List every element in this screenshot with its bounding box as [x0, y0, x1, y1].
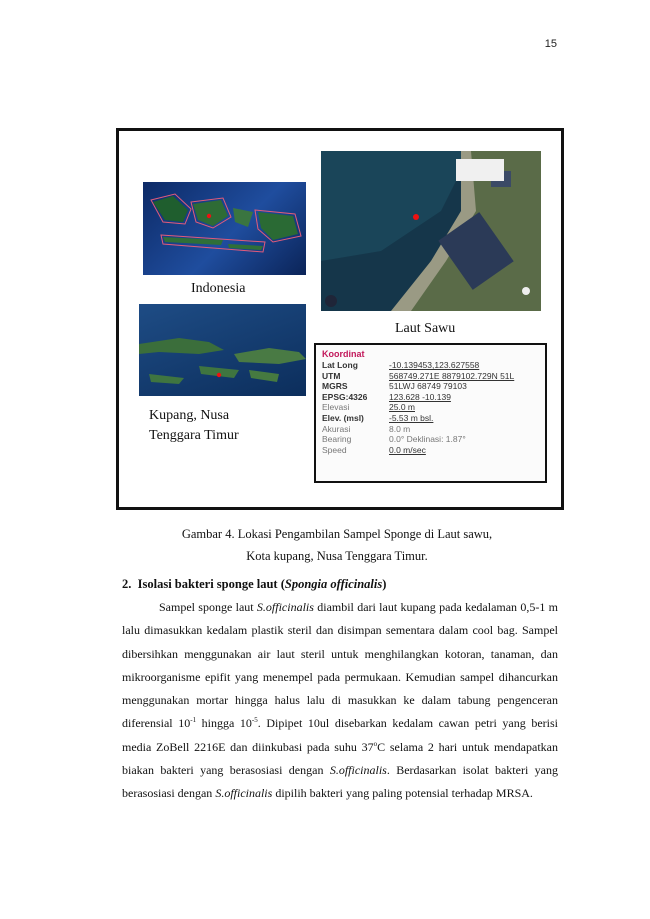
coordinates-title: Koordinat [322, 349, 365, 359]
coord-row [322, 424, 539, 435]
coord-row [322, 434, 539, 445]
coord-key: Bearing [322, 434, 352, 445]
coord-key: Speed [322, 444, 347, 455]
section-heading [122, 577, 386, 592]
superscript: -1 [190, 716, 197, 725]
coord-row [322, 392, 539, 403]
coord-row [322, 371, 539, 382]
superscript: -5 [251, 716, 258, 725]
text-run: hingga 10 [196, 716, 252, 731]
coord-row [322, 413, 539, 424]
text-run: . Berdasarkan isolat bakteri yang berasosiasi dengan [122, 763, 558, 801]
coord-key: EPSG:4326 [322, 391, 368, 402]
indonesia-map-image [143, 182, 306, 275]
species-name: S.officinalis [329, 763, 387, 778]
label-kupang [149, 406, 299, 446]
coord-row [322, 381, 539, 392]
coord-key: Lat Long [322, 360, 358, 370]
coord-key: MGRS [322, 381, 348, 392]
label-kupang-line1: Kupang, Nusa [149, 408, 230, 423]
text-run: . Dipipet 10ul disebarkan kedalam cawan petri yang berisi media ZoBell 2216E dan diinkubasi pada suhu 37 [122, 716, 558, 754]
text-run: C selama 2 hari untuk mendapatkan biakan bakteri yang berasosiasi dengan [122, 739, 558, 778]
coord-value: 8.0 m [389, 423, 411, 434]
coord-value: -10.139453,123.627558 [389, 360, 480, 370]
coord-value: 568749.271E 8879102.729N 51L [389, 370, 515, 381]
label-indonesia: Indonesia [191, 281, 246, 296]
species-name: S.officinalis [215, 786, 273, 801]
figure-caption-line2: Kota kupang, Nusa Tenggara Timur. [246, 549, 428, 563]
label-laut-sawu: Laut Sawu [395, 321, 456, 336]
coord-value: 25.0 m [389, 402, 415, 413]
coordinates-panel [314, 343, 547, 483]
label-kupang-line2: Tenggara Timur [149, 428, 239, 443]
coord-key: Akurasi [322, 423, 351, 434]
figure-caption-line1: Gambar 4. Lokasi Pengambilan Sampel Sponge di Laut sawu, [181, 527, 493, 541]
section-title-suffix: ) [382, 577, 387, 591]
body-paragraph [122, 596, 558, 806]
coord-value: 0.0° Deklinasi: 1.87° [389, 434, 466, 445]
superscript: o [373, 739, 378, 748]
coord-row [322, 360, 539, 371]
coord-value: 51LWJ 68749 79103 [389, 381, 467, 392]
figure-frame [116, 128, 564, 510]
text-run: dipilih bakteri yang paling potensial terhadap MRSA. [272, 786, 533, 801]
coord-value: 0.0 m/sec [389, 444, 426, 455]
text-run: diambil dari laut kupang pada kedalaman 0,5-1 m lalu dimasukkan kedalam plastik steril dan disimpan sementara dalam cool bag. Sampel dibersihkan menggunakan air laut steril untuk menghilangkan kotoran, tanaman, dan mikroorganisme epifit yang menempel pada permukaan. Kemudian sampel dihancurkan menggunakan mortar hingga halus lalu di masukkan ke dalam tabung pengenceran diferensial 10 [122, 600, 559, 731]
section-number: 2. [122, 577, 132, 591]
laut-sawu-satellite-image [321, 151, 541, 311]
species-name: S.officinalis [256, 600, 314, 614]
coord-row [322, 402, 539, 413]
kupang-map-image [139, 304, 306, 396]
coord-value: -5.53 m bsl. [389, 412, 434, 423]
coord-key: Elevasi [322, 402, 350, 413]
text-run: Sampel sponge laut [159, 600, 257, 614]
coord-row [322, 445, 539, 456]
coord-value: 123.628 -10.139 [389, 391, 451, 402]
section-title-prefix: Isolasi bakteri sponge laut ( [137, 577, 285, 591]
section-title-species: Spongia officinalis [284, 577, 383, 591]
coord-key: Elev. (msl) [322, 412, 364, 423]
coord-key: UTM [322, 370, 341, 381]
page-number: 15 [544, 38, 557, 50]
